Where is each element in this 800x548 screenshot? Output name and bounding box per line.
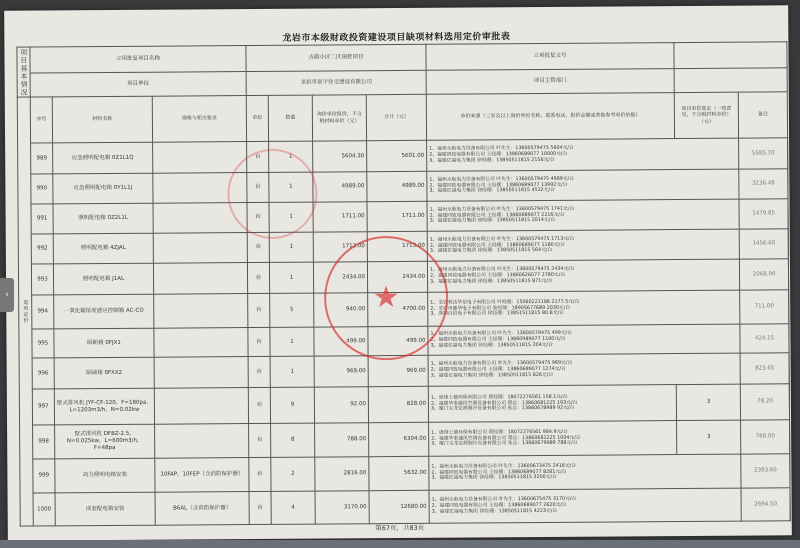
source-line: 1、福州永航电力设备有限公司 叶先生：13600673475 2416元/台 xyxy=(431,463,577,470)
row-seq: 997 xyxy=(32,389,54,425)
source-line: 1、庞锋上德环保有限公司 蔡经理：18072276561 984.9元/台 xyxy=(431,429,568,436)
row-spec xyxy=(155,424,249,459)
row-qty: 1 xyxy=(269,262,313,293)
row-sources xyxy=(428,385,676,423)
row-total: 2434.00 xyxy=(367,261,427,292)
row-extra-num: 3 xyxy=(677,420,741,454)
row-review: 823.65 xyxy=(740,353,789,384)
row-total: 5632.00 xyxy=(369,456,429,490)
row-review: 1456.60 xyxy=(739,229,788,259)
project-name-label: 立项批复项目名称 xyxy=(30,46,246,74)
row-qty: 1 xyxy=(270,327,314,356)
row-unit: 台 xyxy=(248,293,270,327)
source-line: 3、福建亿福电力集团 徐经理：13850511815 2014元/台 xyxy=(429,218,556,225)
source-line: 2、福建同致电器有限公司 王经理：13860689077 1274元/台 xyxy=(430,366,566,373)
row-name: 隔断箱 0FJX1 xyxy=(54,328,154,358)
row-qty: 1 xyxy=(270,356,314,387)
source-line: 1、福州永航电力设备有限公司 叶先生：13600579475 1713元/台 xyxy=(429,236,575,243)
source-line: 2、福建同致电器有限公司 王经理：13860626077 2780元/台 xyxy=(430,272,566,279)
row-review: 78.20 xyxy=(740,384,789,420)
row-price: 499.00 xyxy=(314,327,368,356)
source-line: 1、福州永航电力设备有限公司 叶先生：13600675475 3170元/台 xyxy=(431,496,577,503)
row-review: 711.00 xyxy=(740,290,789,324)
row-unit: 台 xyxy=(249,457,271,491)
approval-no-label: 立项批复文号 xyxy=(426,43,674,71)
row-name: 应急照明配电箱 0Z1L1Q xyxy=(53,142,153,174)
row-spec xyxy=(153,263,247,295)
source-line: 3、福建亿福电力集团 徐经理：13850511815 871元/台 xyxy=(430,278,553,285)
row-name: 照明配电箱 J1AL xyxy=(53,263,153,295)
source-line: 1、福州永航电力设备有限公司 叶先生：13600579475 4989元/台 xyxy=(429,176,575,183)
row-seq: 991 xyxy=(31,204,53,234)
row-seq: 989 xyxy=(31,143,53,174)
row-unit: 台 xyxy=(249,423,271,457)
source-line: 3、厦门宝龙安源制冷设备有限公司 张总：13860679989 788元/台 xyxy=(431,441,578,448)
row-spec: 10FAP，10FEP（含消防保护器） xyxy=(155,458,249,493)
row-spec xyxy=(153,142,247,174)
row-review: 2694.50 xyxy=(741,488,790,521)
row-unit: 台 xyxy=(248,327,270,356)
row-price: 1711.00 xyxy=(313,202,367,232)
page-footer: 第67页，共83页 xyxy=(375,523,425,533)
source-line: 3、福建亿福电力集团 徐经理：13850511815 3200元/台 xyxy=(431,475,557,482)
row-qty: 9 xyxy=(270,387,314,423)
row-qty: 1 xyxy=(269,172,313,202)
row-total: 4989.00 xyxy=(367,171,427,201)
row-unit: 台 xyxy=(249,491,271,524)
dept-value xyxy=(674,68,787,93)
row-review: 5585.70 xyxy=(739,138,788,169)
source-line: 1、福州永航电力设备有限公司 叶先生：13600579475 5604元/台 xyxy=(429,145,574,152)
source-line: 1、福州永航电力设备有限公司 叶先生：13600579475 969元/台 xyxy=(430,360,573,367)
row-total: 6304.00 xyxy=(369,422,429,456)
source-line: 3、福建亿福电力集团 徐经理：13850511815 826元/台 xyxy=(430,372,554,379)
header-spec: 规格与相关要求 xyxy=(152,96,246,143)
row-price: 969.00 xyxy=(314,356,368,387)
source-line: 3、深圳百信电子有限公司 徐经理：13851511815 80.6元/台 xyxy=(430,311,564,318)
source-line: 2、龙岩市德华电子有限公司 张经理：18905677689 2030元/台 xyxy=(430,305,571,312)
row-review: 2393.60 xyxy=(741,454,790,488)
source-line: 3、厦门宝龙安源制冷设备有限公司 张总：13860678989 92元/台 xyxy=(430,406,575,413)
source-line: 1、庞锋上德环保有限公司 蔡经理：18072276561 158.1元/台 xyxy=(430,394,568,401)
row-name: 壁式排风机 JYF-CF-120，F=180pa，L=1203m3/h，N=0.02kw xyxy=(54,388,154,425)
row-total: 499.00 xyxy=(368,326,428,355)
row-seq: 996 xyxy=(32,358,54,389)
bottom-overlay-bar xyxy=(0,540,800,548)
row-unit: 台 xyxy=(247,202,269,232)
source-line: 3、福建亿福电力集团 徐经理：13850511815 204元/台 xyxy=(430,342,553,349)
row-review: 1479.85 xyxy=(739,199,788,229)
row-seq: 992 xyxy=(31,234,53,264)
row-qty: 1 xyxy=(269,141,313,172)
row-total: 969.00 xyxy=(368,355,428,386)
row-total: 5601.00 xyxy=(367,140,427,171)
row-review: 2068.90 xyxy=(739,259,788,290)
row-spec xyxy=(154,294,248,329)
row-qty: 5 xyxy=(270,293,314,327)
row-name: 隔墙箱 0FXX2 xyxy=(54,357,154,389)
header-review: 项目单位选定（一致意见，不含税材料单价）（元） xyxy=(674,92,738,138)
row-sources xyxy=(429,454,741,490)
source-line: 1、福州永航电力设备有限公司 叶先生：13600579475 499元/台 xyxy=(430,330,573,337)
side-label-basic: 项目基本情况 xyxy=(17,47,30,97)
source-line: 1、龙岩利达华信电子有限公司 叶经理：15060221186 2177.5元/台 xyxy=(430,299,580,306)
source-line: 2、福建同致电器有限公司 王经理：13860689077 13992元/台 xyxy=(429,182,568,189)
row-sources xyxy=(428,290,740,326)
row-name: 成套配电箱安装 xyxy=(55,492,155,526)
row-review: 424.15 xyxy=(740,324,789,353)
source-line: 2、福建同致电器有限公司 王经理：13860989077 1100元/台 xyxy=(430,336,566,343)
header-unit: 单位 xyxy=(246,95,268,141)
row-price: 3170.00 xyxy=(315,491,369,524)
row-price: 940.00 xyxy=(314,293,368,327)
row-unit: 台 xyxy=(248,387,270,423)
company-seal xyxy=(324,236,449,361)
row-sources xyxy=(427,199,739,231)
side-label-pricing: 选用定价 xyxy=(17,97,33,526)
row-sources xyxy=(428,324,740,355)
table-row xyxy=(20,420,790,459)
project-name-value: 古韵小区二区国控项目 xyxy=(246,44,426,71)
source-line: 2、福建同致电器有限公司 王经理：13860689077 2620元/台 xyxy=(431,502,567,509)
row-name: 一氧化碳浓度感应控制箱 AC-CO xyxy=(54,294,154,329)
source-line: 2、福建华泰通风空调设备有限公司 蔡总：13860681225 1004元/台 xyxy=(431,435,581,442)
dept-label: 项目主管部门 xyxy=(426,69,674,95)
row-review: 788.00 xyxy=(741,420,790,454)
row-name: 照明配电箱 0Z2L1L xyxy=(53,203,153,234)
source-line: 3、福建亿福电力集团 徐经理：13850511815 4223元/台 xyxy=(431,508,558,515)
row-qty: 1 xyxy=(269,202,313,232)
row-unit: 台 xyxy=(247,262,269,293)
approval-no-value xyxy=(674,42,787,69)
row-spec xyxy=(154,357,248,389)
row-seq: 994 xyxy=(32,295,54,329)
row-unit: 台 xyxy=(247,232,269,262)
source-line: 2、福建同致电器有限公司 王经理：13860689077 10000元/台 xyxy=(429,151,568,158)
row-name: 照明配电箱 4ZJAL xyxy=(53,233,153,264)
row-seq: 995 xyxy=(32,329,54,358)
builder-label: 项目单位 xyxy=(30,72,246,98)
document-sheet xyxy=(4,5,792,540)
header-qty: 数量 xyxy=(268,95,312,141)
header-seq: 序号 xyxy=(30,97,52,143)
left-nav-handle-icon[interactable]: ‹ xyxy=(0,278,14,312)
row-price: 1713.00 xyxy=(313,232,367,262)
header-remark: 备注 xyxy=(738,92,787,138)
header-source: 单价来源（三家及以上询价单位名称、联系电话、报价金额或其他参考单价依据） xyxy=(426,93,674,141)
row-unit: 台 xyxy=(248,356,270,387)
row-seq: 999 xyxy=(33,459,55,493)
row-total: 1713.00 xyxy=(367,231,427,261)
row-unit: 台 xyxy=(247,141,269,172)
row-sources xyxy=(427,169,739,201)
row-total: 828.00 xyxy=(368,386,428,422)
row-price: 2816.00 xyxy=(315,457,369,491)
row-spec: B6AL（含消防保护器） xyxy=(155,492,249,526)
row-qty: 4 xyxy=(271,491,315,524)
row-sources xyxy=(427,138,739,171)
row-name: 壁式排风机 DFBZ-2.5，N=0.025kw，L=600m3/h，F=48pa xyxy=(55,424,155,459)
row-sources xyxy=(429,421,677,457)
row-sources xyxy=(429,488,741,523)
row-qty: 8 xyxy=(271,423,315,457)
row-spec xyxy=(154,328,248,358)
company-seal-faint xyxy=(227,149,318,240)
row-seq: 993 xyxy=(31,264,53,295)
row-price: 5604.30 xyxy=(313,141,367,172)
header-name: 材料名称 xyxy=(52,96,152,143)
source-line: 2、福建华泰通风空调设备有限公司 蔡总：13860681225 193元/台 xyxy=(430,400,578,407)
seal-star-icon: ★ xyxy=(372,279,400,316)
header-total: 合计（元） xyxy=(366,94,426,140)
row-total: 1711.00 xyxy=(367,201,427,231)
row-spec xyxy=(154,388,248,425)
row-name: 动力照明电箱安装 xyxy=(55,458,155,493)
row-sources xyxy=(428,353,740,386)
source-line: 2、福建同致电器有限公司 王经理：13860689077 2216元/台 xyxy=(429,212,565,219)
header-price: 询价单位报价，不含税材料单价（元） xyxy=(312,95,366,141)
row-total: 12680.00 xyxy=(369,490,429,523)
row-price: 4989.00 xyxy=(313,172,367,202)
source-line: 1、福州永航电力设备有限公司 叶先生：13600579475 1741元/台 xyxy=(429,206,575,213)
document-title: 龙岩市本级财政投资建设项目缺项材料选用定价审批表 xyxy=(282,32,511,44)
row-spec xyxy=(153,233,247,264)
row-total: 4700.00 xyxy=(368,292,428,326)
source-line: 3、福建亿福电力集团 徐经理：13850511815 2156元/台 xyxy=(429,157,555,164)
row-qty: 1 xyxy=(269,232,313,262)
source-line: 1、福州永航电力设备有限公司 叶先生：13600579475 2434元/台 xyxy=(430,266,575,273)
row-extra-num: 3 xyxy=(676,384,740,420)
row-price: 92.00 xyxy=(314,387,368,423)
row-sources xyxy=(427,259,739,292)
row-price: 788.00 xyxy=(315,423,369,457)
row-seq: 1000 xyxy=(33,493,55,526)
builder-value: 龙岩市宸宇住宅建设有限公司 xyxy=(246,70,426,95)
table-row xyxy=(20,454,790,493)
row-unit: 台 xyxy=(247,172,269,202)
table-row xyxy=(19,384,789,425)
row-review: 3236.48 xyxy=(739,169,788,199)
row-sources xyxy=(427,229,739,261)
source-line: 3、福建亿福电力集团 徐经理：13850511815 564元/台 xyxy=(429,248,553,255)
row-seq: 990 xyxy=(31,174,53,204)
source-line: 3、福建亿福电力集团 徐经理：13850511815 4532元/台 xyxy=(429,188,555,195)
source-line: 2、福建同致电器有限公司 王经理：13860689077 1180元/台 xyxy=(429,242,565,249)
row-qty: 2 xyxy=(271,457,315,491)
row-price: 2434.00 xyxy=(313,262,367,293)
row-name: 应急照明配电箱 0Y1L1J xyxy=(53,173,153,204)
row-seq: 998 xyxy=(33,425,55,459)
source-line: 2、福建同致电器有限公司 王经理：13860689077 8281元/台 xyxy=(431,469,567,476)
